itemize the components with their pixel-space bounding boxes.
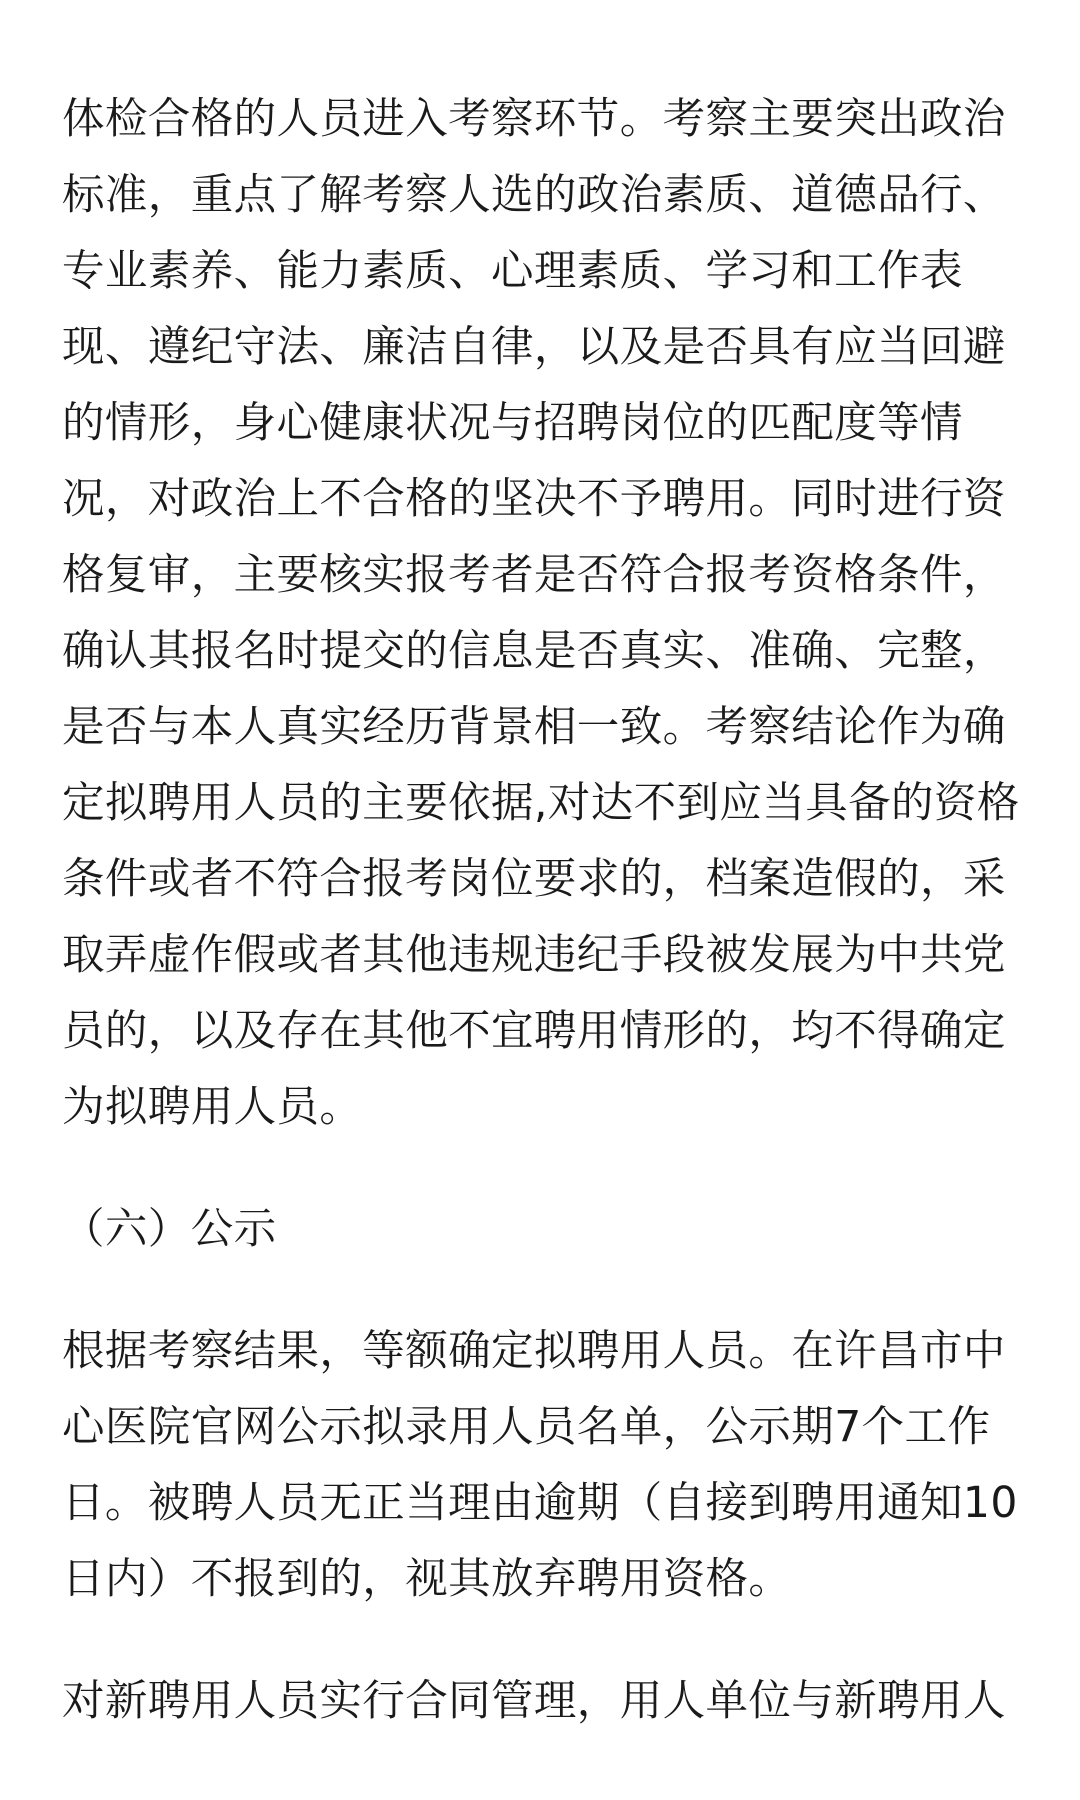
text-line: 体检合格的人员进入考察环节。考察主要突出政治	[62, 95, 1006, 144]
text-line: 况，对政治上不合格的坚决不予聘用。同时进行资	[62, 475, 1006, 524]
section-heading-publicity	[62, 1192, 1022, 1268]
text-line: 日。被聘人员无正当理由逾期（自接到聘用通知10	[62, 1479, 1018, 1528]
text-line: 日内）不报到的，视其放弃聘用资格。	[62, 1555, 792, 1604]
section-heading: （六）公示	[62, 1205, 277, 1254]
text-line: 员的，以及存在其他不宜聘用情形的，均不得确定	[62, 1007, 1006, 1056]
text-line: 取弄虚作假或者其他违规违纪手段被发展为中共党	[62, 931, 1006, 980]
text-line: 为拟聘用人员。	[62, 1083, 363, 1132]
text-line: 定拟聘用人员的主要依据,对达不到应当具备的资格	[62, 779, 1020, 828]
text-line: 心医院官网公示拟录用人员名单，公示期7个工作	[62, 1403, 991, 1452]
text-line: 现、遵纪守法、廉洁自律，以及是否具有应当回避	[62, 323, 1006, 372]
paragraph-assessment	[62, 82, 1022, 1146]
text-line: 条件或者不符合报考岗位要求的，档案造假的，采	[62, 855, 1006, 904]
text-line: 对新聘用人员实行合同管理，用人单位与新聘用人	[62, 1677, 1006, 1726]
text-line: 是否与本人真实经历背景相一致。考察结论作为确	[62, 703, 1006, 752]
paragraph-publicity	[62, 1314, 1022, 1618]
text-line: 格复审，主要核实报考者是否符合报考资格条件，	[62, 551, 1006, 600]
paragraph-contract	[62, 1664, 1022, 1740]
text-line: 的情形，身心健康状况与招聘岗位的匹配度等情	[62, 399, 963, 448]
text-line: 专业素养、能力素质、心理素质、学习和工作表	[62, 247, 963, 296]
text-line: 确认其报名时提交的信息是否真实、准确、完整，	[62, 627, 1006, 676]
article-body	[62, 82, 1022, 1740]
text-line: 标准，重点了解考察人选的政治素质、道德品行、	[62, 171, 1006, 220]
text-line: 根据考察结果，等额确定拟聘用人员。在许昌市中	[62, 1327, 1006, 1376]
